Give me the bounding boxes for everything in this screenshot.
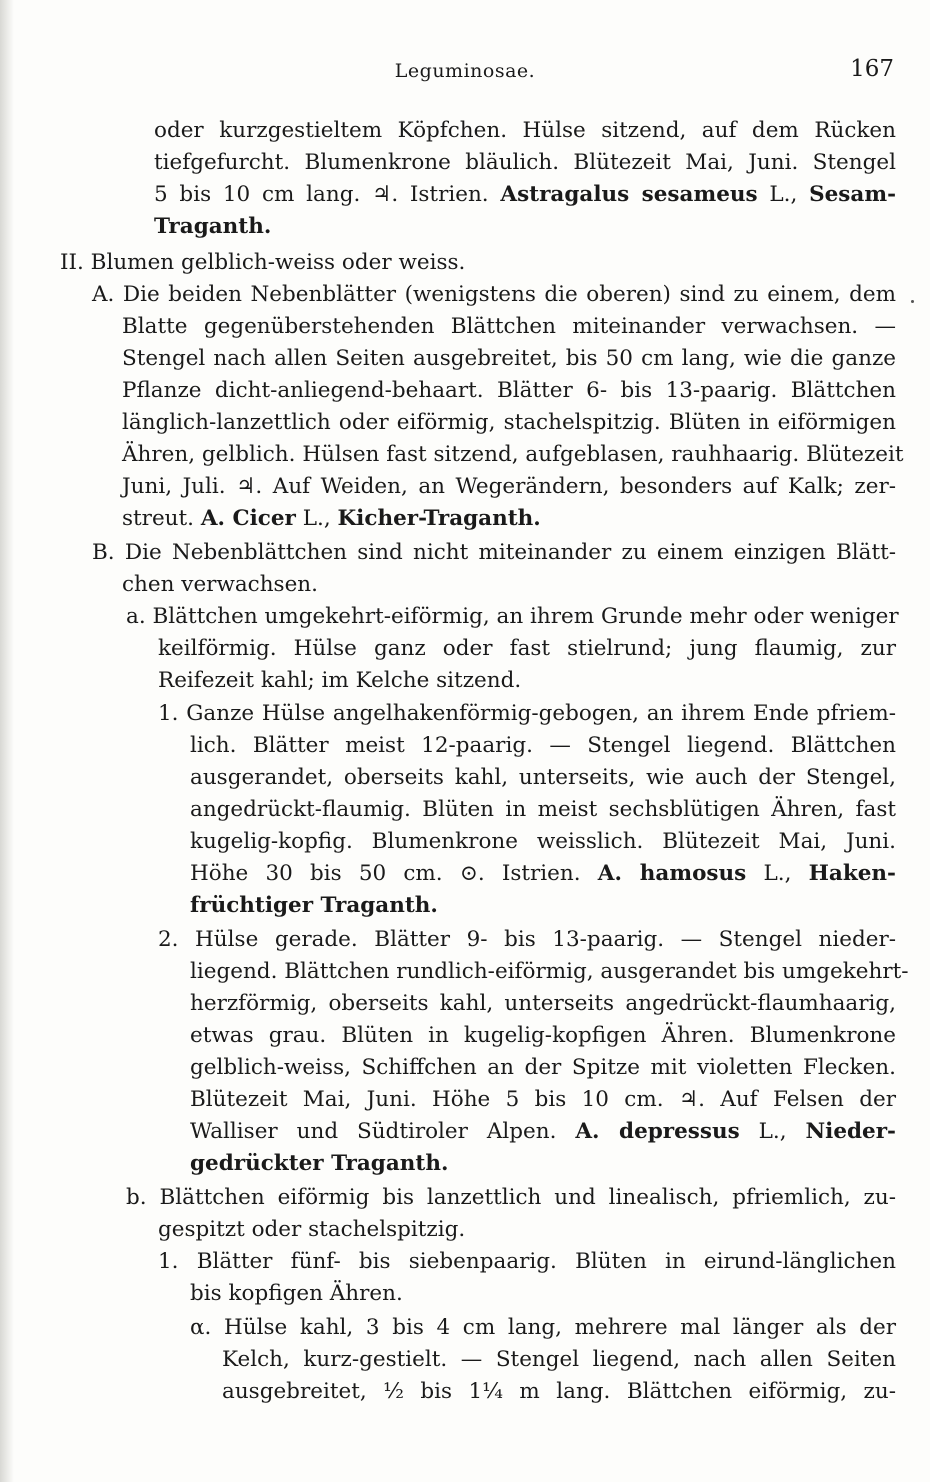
text-line: [122, 311, 896, 343]
text-segment: 1. Ganze Hülse angelhakenförmig-gebogen, an ihrem Ende pfriem-: [158, 701, 896, 726]
text-segment: α. Hülse kahl, 3 bis 4 cm lang, mehrere mal länger als der: [190, 1315, 896, 1340]
text-segment: etwas grau. Blüten in kugelig-kopfigen Ähren. Blumenkrone: [190, 1023, 896, 1048]
text-segment: liegend. Blättchen rundlich-eiförmig, ausgerandet bis umgekehrt-: [190, 959, 909, 984]
text-line: [190, 1312, 896, 1344]
text-segment: B. Die Nebenblättchen sind nicht miteinander zu einem einzigen Blätt-: [92, 540, 896, 565]
text-segment: Walliser und Südtiroler Alpen.: [190, 1119, 576, 1144]
text-segment: Kelch, kurz-gestielt. — Stengel liegend, nach allen Seiten: [222, 1347, 896, 1372]
text-segment: oder kurzgestieltem Köpfchen. Hülse sitzend, auf dem Rücken: [154, 118, 896, 143]
text-line: [158, 698, 896, 730]
bold-taxon-name: Traganth.: [154, 214, 272, 239]
text-line: [190, 730, 896, 762]
text-segment: Pflanze dicht-anliegend-behaart. Blätter 6- bis 13-paarig. Blättchen: [122, 378, 896, 403]
text-segment: streut.: [122, 506, 201, 531]
text-segment: L.,: [295, 506, 338, 531]
text-line: [190, 1052, 896, 1084]
text-line: [122, 503, 896, 535]
text-line: [122, 471, 896, 503]
text-segment: 2. Hülse gerade. Blätter 9- bis 13-paarig. — Stengel nieder-: [158, 927, 896, 952]
text-segment: tiefgefurcht. Blumenkrone bläulich. Blütezeit Mai, Juni. Stengel: [154, 150, 896, 175]
text-segment: Stengel nach allen Seiten ausgebreitet, bis 50 cm lang, wie die ganze: [122, 346, 896, 371]
text-segment: A. Die beiden Nebenblätter (wenigstens die oberen) sind zu einem, dem: [92, 282, 896, 307]
text-line: [122, 439, 904, 471]
bold-taxon-name: früchtiger Traganth.: [190, 893, 438, 918]
text-line: [122, 407, 896, 439]
text-segment: kugelig-kopfig. Blumenkrone weisslich. Blütezeit Mai, Juni.: [190, 829, 896, 854]
bold-taxon-name: A. depressus: [575, 1119, 740, 1144]
text-line: [190, 1148, 896, 1180]
text-line: [126, 601, 899, 633]
bold-taxon-name: A. hamosus: [597, 861, 747, 886]
text-segment: L.,: [746, 861, 809, 886]
text-segment: II. Blumen gelblich-weiss oder weiss.: [60, 250, 466, 275]
text-line: [222, 1376, 896, 1408]
text-segment: gespitzt oder stachelspitzig.: [158, 1217, 466, 1242]
text-line: [92, 537, 896, 569]
text-line: [190, 762, 896, 794]
text-segment: L.,: [739, 1119, 806, 1144]
bold-taxon-name: Haken-: [808, 861, 896, 886]
text-segment: Ähren, gelblich. Hülsen fast sitzend, aufgeblasen, rauhhaarig. Blütezeit: [122, 442, 904, 467]
text-line: [158, 1246, 896, 1278]
text-segment: Blatte gegenüberstehenden Blättchen miteinander verwachsen. —: [122, 314, 896, 339]
text-segment: a. Blättchen umgekehrt-eiförmig, an ihrem Grunde mehr oder weniger: [126, 604, 899, 629]
text-segment: 5 bis 10 cm lang. ♃. Istrien.: [154, 182, 501, 207]
text-line: [190, 988, 896, 1020]
running-header: Leguminosae.: [394, 60, 536, 82]
bold-taxon-name: Astragalus sesameus: [500, 182, 758, 207]
text-segment: 1. Blätter fünf- bis siebenpaarig. Blüten in eirund-länglichen: [158, 1249, 896, 1274]
text-segment: Höhe 30 bis 50 cm. ⊙. Istrien.: [190, 861, 598, 886]
text-segment: Blütezeit Mai, Juni. Höhe 5 bis 10 cm. ♃. Auf Felsen der: [190, 1087, 896, 1112]
text-line: [190, 890, 896, 922]
text-segment: Juni, Juli. ♃. Auf Weiden, an Wegerändern, besonders auf Kalk; zer-: [122, 474, 896, 499]
text-line: [154, 147, 896, 179]
text-segment: lich. Blätter meist 12-paarig. — Stengel liegend. Blättchen: [190, 733, 896, 758]
bold-taxon-name: Sesam-: [809, 182, 896, 207]
text-segment: b. Blättchen eiförmig bis lanzettlich und linealisch, pfriemlich, zu-: [126, 1185, 896, 1210]
text-line: [158, 924, 896, 956]
bold-taxon-name: Nieder-: [805, 1119, 896, 1144]
text-line: [190, 826, 896, 858]
text-line: [190, 1116, 896, 1148]
text-line: [154, 211, 896, 243]
text-line: [190, 1020, 896, 1052]
text-line: [122, 375, 896, 407]
text-line: [92, 279, 896, 311]
bold-taxon-name: Kicher-Traganth.: [337, 506, 541, 531]
page-edge-shadow: [0, 0, 14, 1482]
text-line: [190, 956, 909, 988]
text-line: [190, 794, 896, 826]
text-segment: ausgerandet, oberseits kahl, unterseits, wie auch der Stengel,: [190, 765, 896, 790]
text-line: [158, 633, 896, 665]
speck: [911, 300, 914, 303]
text-segment: herzförmig, oberseits kahl, unterseits angedrückt-flaumhaarig,: [190, 991, 896, 1016]
text-segment: länglich-lanzettlich oder eiförmig, stachelspitzig. Blüten in eiförmigen: [122, 410, 896, 435]
text-line: [154, 115, 896, 147]
text-line: [60, 247, 500, 279]
text-segment: bis kopfigen Ähren.: [190, 1281, 403, 1306]
text-segment: chen verwachsen.: [122, 572, 318, 597]
text-line: [126, 1182, 896, 1214]
bold-taxon-name: A. Cicer: [200, 506, 296, 531]
page-number: 167: [850, 56, 894, 82]
text-segment: keilförmig. Hülse ganz oder fast stielrund; jung flaumig, zur: [158, 636, 896, 661]
text-line: [222, 1344, 896, 1376]
text-segment: ausgebreitet, ½ bis 1¼ m lang. Blättchen eiförmig, zu-: [222, 1379, 896, 1404]
text-segment: L.,: [757, 182, 810, 207]
text-line: [190, 1278, 896, 1310]
text-line: [190, 858, 896, 890]
text-line: [158, 665, 896, 697]
text-segment: gelblich-weiss, Schiffchen an der Spitze mit violetten Flecken.: [190, 1055, 896, 1080]
text-segment: angedrückt-flaumig. Blüten in meist sechsblütigen Ähren, fast: [190, 797, 896, 822]
text-line: [158, 1214, 896, 1246]
text-line: [190, 1084, 896, 1116]
text-line: [122, 343, 896, 375]
text-line: [154, 179, 896, 211]
bold-taxon-name: gedrückter Traganth.: [190, 1151, 449, 1176]
text-line: [122, 569, 896, 601]
text-segment: Reifezeit kahl; im Kelche sitzend.: [158, 668, 522, 693]
